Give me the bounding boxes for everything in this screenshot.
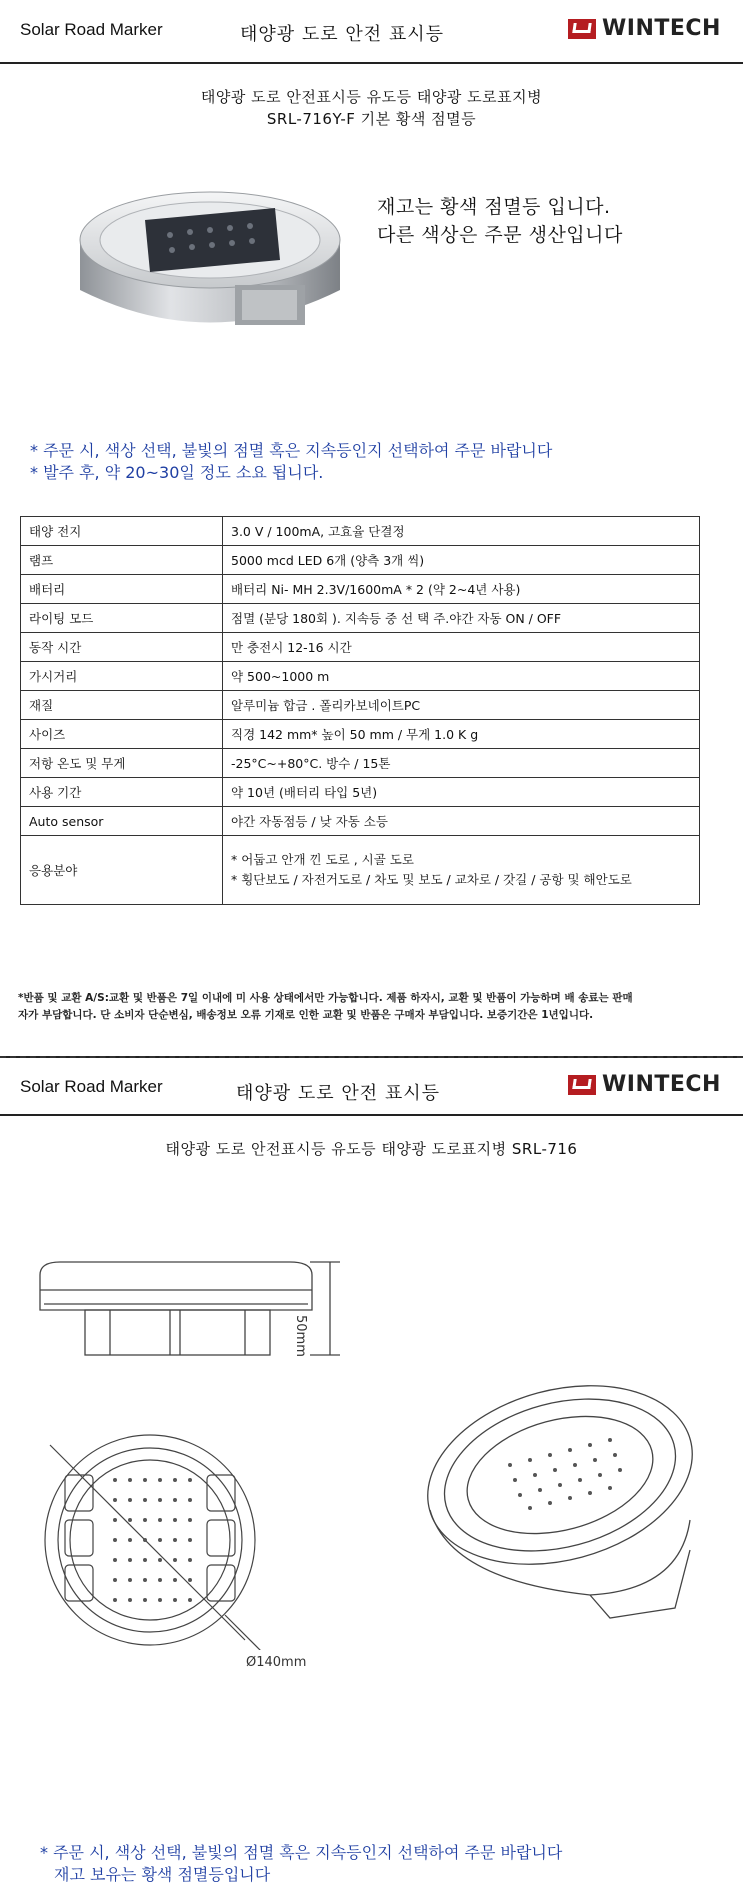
spec-value: 약 500~1000 m <box>223 662 700 691</box>
order-notice-1: * 주문 시, 색상 선택, 불빛의 점멸 혹은 지속등인지 선택하여 주문 바랍니다 <box>30 441 553 460</box>
return-policy-line1: *반품 및 교환 A/S:교환 및 반품은 7일 이내에 미 사용 상태에서만 가능합니다. 제품 하자시, 교환 및 반품이 가능하며 배 송료는 판매 <box>18 992 633 1004</box>
stock-notice: 재고 보유는 황색 점멸등입니다 <box>54 1865 271 1884</box>
spec-row <box>21 633 700 662</box>
header-divider <box>0 62 743 64</box>
section-divider <box>0 1056 743 1058</box>
spec-value: 알루미늄 합금 . 폴리카보네이트PC <box>223 691 700 720</box>
spec-value-application <box>223 836 700 905</box>
product2-title: 태양광 도로 안전표시등 유도등 태양광 도로표지병 SRL-716 <box>165 1140 578 1158</box>
spec-key: 태양 전지 <box>21 517 223 546</box>
wintech-logo-icon <box>568 1075 596 1095</box>
brand-name: WINTECH <box>602 1072 721 1097</box>
spec-value: 배터리 Ni- MH 2.3V/1600mA * 2 (약 2~4년 사용) <box>223 575 700 604</box>
spec-row <box>21 749 700 778</box>
return-policy-note <box>18 990 730 1024</box>
spec-value: -25°C~+80°C. 방수 / 15톤 <box>223 749 700 778</box>
header-title: 태양광 도로 안전 표시등 <box>240 24 445 45</box>
order-notice-3: * 주문 시, 색상 선택, 불빛의 점멸 혹은 지속등인지 선택하여 주문 바랍니다 <box>40 1843 563 1862</box>
spec-table <box>20 516 700 905</box>
return-policy-line2: 자가 부담합니다. 단 소비자 단순변심, 배송정보 오류 기재로 인한 교환 및 반품은 구매자 부담입니다. 보증기간은 1년입니다. <box>18 1009 594 1021</box>
brand-name: WINTECH <box>602 16 721 41</box>
spec-row <box>21 807 700 836</box>
spec-value: 만 충전시 12-16 시간 <box>223 633 700 662</box>
height-dimension-label: 50mm <box>293 1315 308 1357</box>
product-title-line1: 태양광 도로 안전표시등 유도등 태양광 도로표지병 <box>200 88 543 106</box>
application-line-2: * 횡단보도 / 자전거도로 / 차도 및 보도 / 교차로 / 갓길 / 공항 및 해안도로 <box>231 872 632 887</box>
header-left-label: Solar Road Marker <box>20 20 163 39</box>
spec-value: 5000 mcd LED 6개 (양측 3개 씩) <box>223 546 700 575</box>
spec-row <box>21 517 700 546</box>
spec-key: 재질 <box>21 691 223 720</box>
spec-key: 동작 시간 <box>21 633 223 662</box>
solar-marker-photo <box>70 180 350 375</box>
spec-key: 응용분야 <box>21 836 223 905</box>
product-title-line2: SRL-716Y-F 기본 황색 점멸등 <box>266 110 477 128</box>
side-view-drawing <box>30 1250 360 1410</box>
spec-row <box>21 691 700 720</box>
perspective-drawing <box>390 1380 710 1620</box>
top-view-drawing <box>30 1430 290 1650</box>
spec-key: 램프 <box>21 546 223 575</box>
spec-key: Auto sensor <box>21 807 223 836</box>
spec-key: 저항 온도 및 무게 <box>21 749 223 778</box>
spec-value: 3.0 V / 100mA, 고효율 단결정 <box>223 517 700 546</box>
spec-row-application <box>21 836 700 905</box>
order-notice-2: * 발주 후, 약 20~30일 정도 소요 됩니다. <box>30 463 324 482</box>
spec-key: 가시거리 <box>21 662 223 691</box>
spec-key: 사이즈 <box>21 720 223 749</box>
stock-info-line1: 재고는 황색 점멸등 입니다. <box>377 196 611 218</box>
spec-key: 라이팅 모드 <box>21 604 223 633</box>
spec-row <box>21 720 700 749</box>
spec-row <box>21 546 700 575</box>
spec-row <box>21 662 700 691</box>
spec-row <box>21 575 700 604</box>
brand-logo <box>568 16 721 41</box>
spec-key: 배터리 <box>21 575 223 604</box>
wintech-logo-icon <box>568 19 596 39</box>
spec-row <box>21 604 700 633</box>
spec-row <box>21 778 700 807</box>
header2-left-label: Solar Road Marker <box>20 1077 163 1096</box>
header2-title: 태양광 도로 안전 표시등 <box>236 1083 441 1104</box>
spec-key: 사용 기간 <box>21 778 223 807</box>
stock-info-line2: 다른 색상은 주문 생산입니다 <box>377 224 623 246</box>
application-line-1: * 어둡고 안개 낀 도로 , 시골 도로 <box>231 852 414 867</box>
brand-logo-2 <box>568 1072 721 1097</box>
spec-value: 야간 자동점등 / 낮 자동 소등 <box>223 807 700 836</box>
spec-value: 약 10년 (배터리 타입 5년) <box>223 778 700 807</box>
diameter-dimension-label: Ø140mm <box>246 1655 307 1670</box>
spec-value: 직경 142 mm* 높이 50 mm / 무게 1.0 K g <box>223 720 700 749</box>
spec-value: 점멸 (분당 180회 ). 지속등 중 선 택 주.야간 자동 ON / OFF <box>223 604 700 633</box>
header2-divider <box>0 1114 743 1116</box>
